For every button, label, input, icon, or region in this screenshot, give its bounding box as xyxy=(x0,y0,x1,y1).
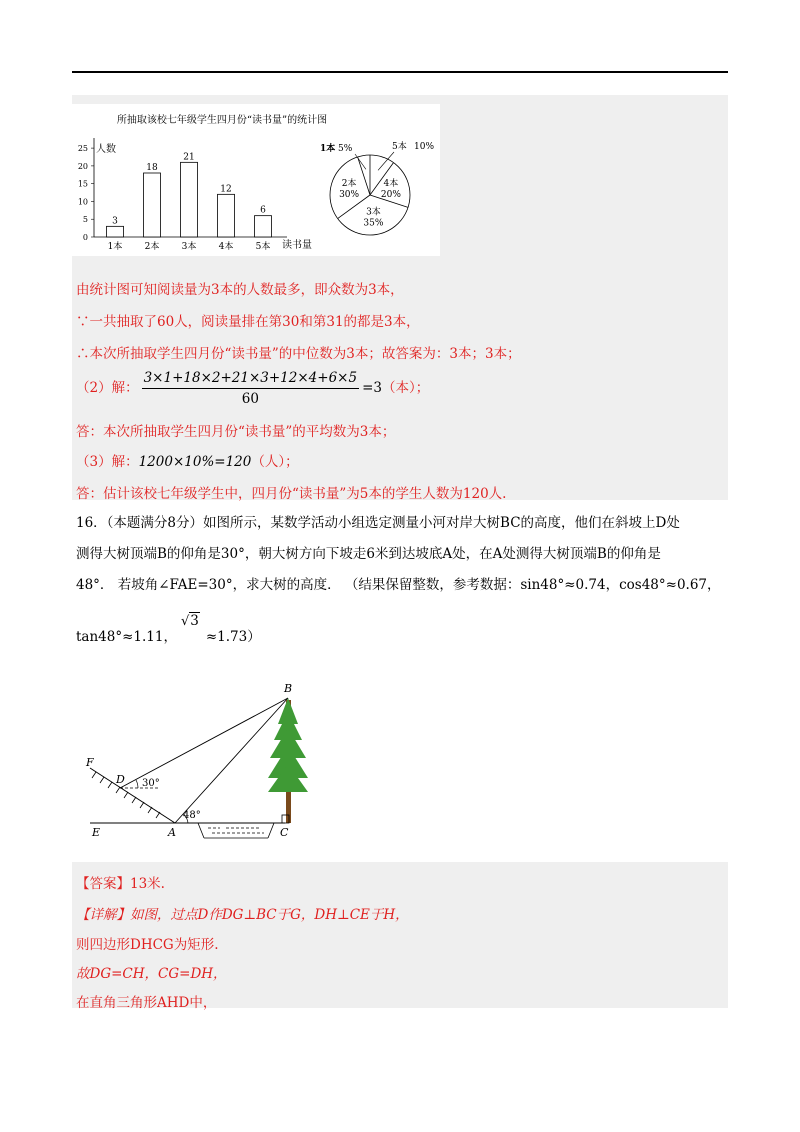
pie-pct-1: 5% xyxy=(338,144,353,154)
problem-16-line-3: 48°． 若坡角∠FAE=30°，求大树的高度． （结果保留整数，参考数据：sin48°≈0.74，cos48°≈0.67， xyxy=(76,577,721,593)
mean-numerator: 3×1+18×2+21×3+12×4+6×5 xyxy=(142,370,359,389)
x-tick-label: 3本 xyxy=(181,242,197,252)
solution-line-7: 答：估计该校七年级学生中，四月份“读书量”为5本的学生人数为120人. xyxy=(76,486,507,502)
sight-line-a xyxy=(175,698,288,823)
bar-value-3: 21 xyxy=(183,152,195,163)
pie-pct-5: 10% xyxy=(414,142,435,152)
bar-value-1: 3 xyxy=(112,216,118,227)
solution-part3 xyxy=(76,450,299,470)
label-b: B xyxy=(284,682,293,695)
part3-label: （3）解： xyxy=(76,454,139,470)
y-tick-label: 20 xyxy=(77,161,88,171)
charts-svg xyxy=(72,104,440,256)
pie-label-5: 5本 xyxy=(392,142,407,152)
label-angle-48: 48° xyxy=(183,810,201,821)
pie-chart xyxy=(320,140,434,235)
part3-unit: （人）； xyxy=(251,454,299,470)
bar-3 xyxy=(181,162,198,237)
angle-30-arc xyxy=(136,780,138,788)
bar-4 xyxy=(218,194,235,237)
mean-result: =3 xyxy=(362,380,382,396)
problem-16-line-1: 16．（本题满分8分）如图所示，某数学活动小组选定测量小河对岸大树BC的高度，他们在斜坡上D处 xyxy=(76,515,680,531)
answer-line-3: 则四边形DHCG为矩形. xyxy=(76,937,219,953)
y-tick-label: 15 xyxy=(77,179,88,189)
bar-value-4: 12 xyxy=(220,184,232,195)
answer-line-1: 【答案】13米. xyxy=(76,876,165,892)
tree-foliage xyxy=(268,698,308,792)
label-a: A xyxy=(168,826,176,839)
slope-line xyxy=(90,768,175,823)
x-tick-label: 4本 xyxy=(218,242,234,252)
pie-label-2: 2本 xyxy=(341,179,357,190)
part2-unit: （本）； xyxy=(381,380,430,396)
label-c: C xyxy=(280,826,289,839)
answer-line-4: 故DG=CH，CG=DH， xyxy=(76,966,227,982)
x-tick-label: 5本 xyxy=(255,242,271,252)
bar-5 xyxy=(255,216,272,237)
solution-line-5: 答：本次所抽取学生四月份“读书量”的平均数为3本； xyxy=(76,424,396,440)
tan-value: tan48°≈1.11， xyxy=(76,629,177,645)
bar-value-2: 18 xyxy=(146,163,158,173)
label-e: E xyxy=(92,826,101,839)
pie-pct-3: 35% xyxy=(363,218,384,229)
solution-part2 xyxy=(76,370,429,407)
solution-line-2: ∵一共抽取了60人，阅读量排在第30和第31的都是3本， xyxy=(76,314,420,330)
label-d: D xyxy=(116,773,125,786)
answer-line-5: 在直角三角形AHD中， xyxy=(76,995,217,1011)
answer-line-2: 【详解】如图，过点D作DG⊥BC于G，DH⊥CE于H， xyxy=(76,907,409,923)
solution-line-1: 由统计图可知阅读量为3本的人数最多，即众数为3本， xyxy=(76,282,404,298)
y-tick-label: 5 xyxy=(82,215,88,225)
y-tick-label: 10 xyxy=(77,197,88,207)
problem-16-line-4 xyxy=(76,613,261,653)
part2-label: （2）解： xyxy=(76,380,139,396)
river xyxy=(198,823,274,838)
sight-line-d xyxy=(120,698,288,788)
x-axis-label: 读书量 xyxy=(282,240,312,251)
x-tick-label: 1本 xyxy=(107,242,123,252)
y-tick-label: 0 xyxy=(82,233,88,242)
mean-denominator: 60 xyxy=(241,391,259,407)
pie-label-1: 1本 xyxy=(320,144,336,154)
pie-pct-2: 30% xyxy=(339,190,360,201)
bar-1 xyxy=(107,226,124,237)
y-tick-label: 25 xyxy=(77,144,88,154)
sqrt-three: √3 xyxy=(180,613,199,629)
sqrt-approx: ≈1.73） xyxy=(205,629,261,645)
label-angle-30: 30° xyxy=(142,778,160,789)
statistics-figure xyxy=(72,104,440,256)
mean-fraction xyxy=(142,370,359,407)
part3-expression: 1200×10%=120 xyxy=(138,454,252,470)
bar-chart xyxy=(78,138,312,252)
solution-line-3: ∴本次所抽取学生四月份“读书量”的中位数为3本；故答案为：3本；3本； xyxy=(76,346,521,362)
pie-label-4: 4本 xyxy=(383,179,399,190)
pie-label-3: 3本 xyxy=(366,207,381,218)
x-tick-label: 2本 xyxy=(144,242,160,252)
header-rule xyxy=(72,71,728,73)
bar-chart-title: 所抽取该校七年级学生四月份“读书量”的统计图 xyxy=(116,115,328,126)
bar-2 xyxy=(144,173,161,237)
slope-tree-figure xyxy=(80,680,310,840)
label-f: F xyxy=(86,756,94,769)
bar-value-5: 6 xyxy=(260,205,266,216)
y-axis-label: 人数 xyxy=(96,144,116,155)
pie-pct-4: 20% xyxy=(380,190,401,201)
problem-16-line-2: 测得大树顶端B的仰角是30°，朝大树方向下坡走6米到达坡底A处，在A处测得大树顶端B的仰角是 xyxy=(76,546,661,562)
